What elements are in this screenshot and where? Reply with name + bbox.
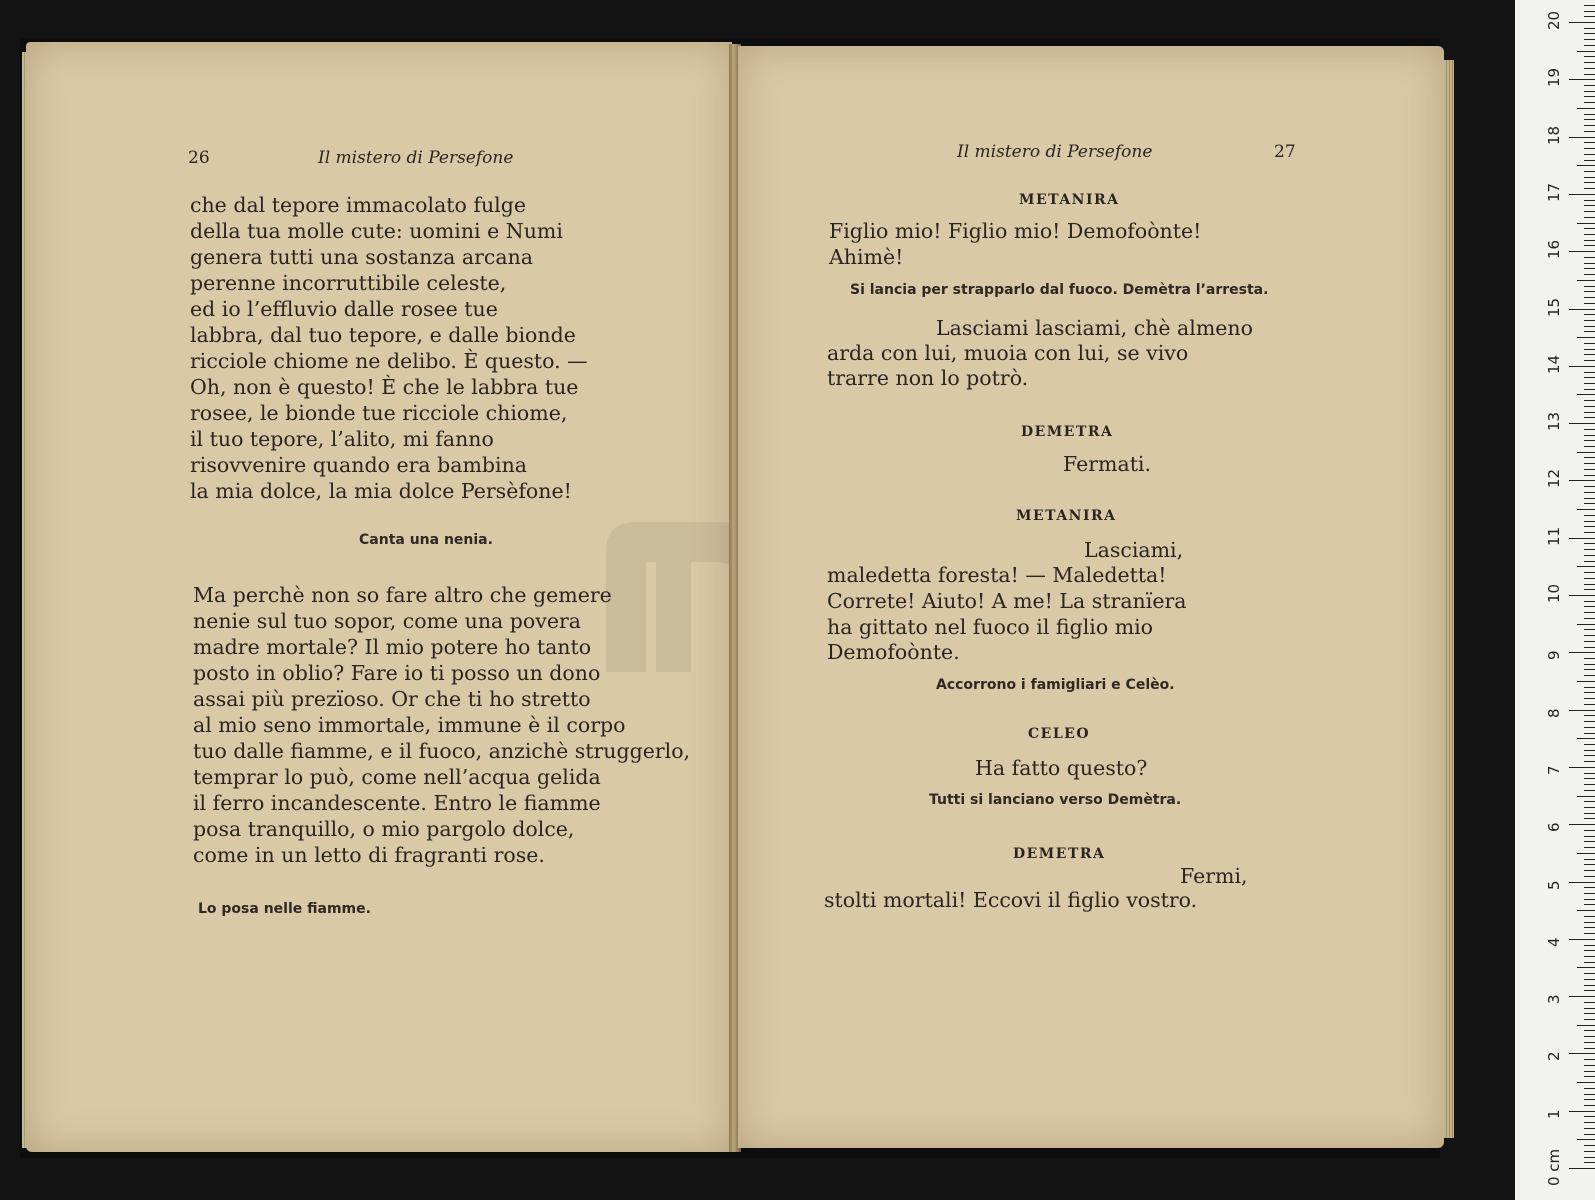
ruler-tick: [1584, 240, 1595, 241]
ruler-tick: [1584, 131, 1595, 132]
verse-line: Ahimè!: [829, 245, 904, 269]
ruler-tick: [1584, 1122, 1595, 1123]
ruler-tick: [1584, 1030, 1595, 1031]
speaker-demetra-1: DEMETRA: [1021, 424, 1114, 440]
ruler-tick: [1584, 1065, 1595, 1066]
ruler-tick: [1577, 223, 1595, 224]
ruler-tick: [1569, 423, 1595, 424]
ruler-tick: [1584, 945, 1595, 946]
ruler-tick: [1584, 904, 1595, 905]
ruler-tick: [1584, 635, 1595, 636]
verse-line: la mia dolce, la mia dolce Persèfone!: [190, 479, 572, 503]
ruler-tick: [1584, 205, 1595, 206]
ruler-tick: [1569, 1168, 1595, 1169]
ruler-tick: [1584, 555, 1595, 556]
ruler-tick: [1584, 1134, 1595, 1135]
ruler-tick: [1584, 836, 1595, 837]
ruler-tick: [1584, 389, 1595, 390]
ruler-tick: [1584, 412, 1595, 413]
ruler-tick: [1584, 543, 1595, 544]
ruler-tick: [1569, 538, 1595, 539]
ruler-tick: [1584, 469, 1595, 470]
verse-line: assai più prezïoso. Or che ti ho stretto: [193, 687, 591, 711]
ruler-tick: [1584, 377, 1595, 378]
ruler-tick: [1584, 807, 1595, 808]
ruler-tick: [1569, 767, 1595, 768]
ruler-tick: [1584, 601, 1595, 602]
verse-line: ed io l’effluvio dalle rosee tue: [190, 297, 498, 321]
ruler-tick: [1584, 618, 1595, 619]
ruler-tick: [1584, 383, 1595, 384]
verse-line: ricciole chiome ne delibo. È questo. —: [190, 349, 588, 373]
ruler-tick: [1569, 194, 1595, 195]
ruler-tick: [1584, 572, 1595, 573]
ruler-tick: [1577, 51, 1595, 52]
verse-line: temprar lo può, come nell’acqua gelida: [193, 765, 601, 789]
ruler-tick: [1584, 503, 1595, 504]
ruler-tick: [1584, 841, 1595, 842]
right-page-number: 27: [1274, 142, 1296, 162]
left-verse-block-1: [190, 192, 588, 504]
ruler-tick: [1584, 188, 1595, 189]
ruler-label: 18: [1545, 125, 1563, 145]
verse-line: arda con lui, muoia con lui, se vivo: [827, 341, 1189, 365]
ruler-tick: [1577, 681, 1595, 682]
speaker-metanira-2: METANIRA: [1016, 508, 1117, 524]
ruler-tick: [1584, 956, 1595, 957]
ruler-label: 2: [1545, 1051, 1563, 1062]
ruler-tick: [1584, 177, 1595, 178]
ruler-tick: [1584, 343, 1595, 344]
ruler-tick: [1584, 171, 1595, 172]
ruler-tick: [1584, 1036, 1595, 1037]
verse-line: Ha fatto questo?: [975, 756, 1148, 780]
ruler-tick: [1577, 452, 1595, 453]
ruler-tick: [1584, 962, 1595, 963]
verse-line: Demofoònte.: [827, 640, 960, 664]
ruler-tick: [1584, 755, 1595, 756]
ruler-tick: [1577, 1139, 1595, 1140]
ruler-label: 5: [1545, 879, 1563, 890]
ruler-tick: [1584, 1019, 1595, 1020]
speaker-celeo: CELEO: [1028, 726, 1091, 742]
ruler-tick: [1584, 933, 1595, 934]
ruler-tick: [1584, 664, 1595, 665]
ruler-tick: [1584, 211, 1595, 212]
verse-line: come in un letto di fragranti rose.: [193, 843, 545, 867]
ruler-tick: [1584, 291, 1595, 292]
ruler-tick: [1584, 234, 1595, 235]
ruler-tick: [1584, 778, 1595, 779]
stage-direction: Accorrono i famigliari e Celèo.: [936, 677, 1175, 693]
ruler-tick: [1577, 1082, 1595, 1083]
verse-line: Oh, non è questo! È che le labbra tue: [190, 375, 579, 399]
ruler-tick: [1569, 1053, 1595, 1054]
ruler-tick: [1584, 990, 1595, 991]
ruler-label: 17: [1545, 182, 1563, 202]
ruler-unit-label: 0 cm: [1545, 1148, 1563, 1186]
verse-line: posto in oblio? Fare io ti posso un dono: [193, 661, 601, 685]
ruler-tick: [1584, 417, 1595, 418]
ruler-tick: [1584, 1008, 1595, 1009]
ruler-tick: [1584, 784, 1595, 785]
ruler-tick: [1584, 91, 1595, 92]
ruler-tick: [1584, 154, 1595, 155]
ruler-tick: [1584, 200, 1595, 201]
ruler-tick: [1584, 950, 1595, 951]
ruler-tick: [1584, 475, 1595, 476]
ruler-tick: [1584, 1105, 1595, 1106]
ruler-tick: [1584, 773, 1595, 774]
ruler-tick: [1584, 125, 1595, 126]
ruler-tick: [1584, 160, 1595, 161]
left-page: [26, 42, 732, 1152]
ruler-label: 8: [1545, 708, 1563, 718]
ruler-tick: [1577, 1025, 1595, 1026]
verse-line: genera tutti una sostanza arcana: [190, 245, 533, 269]
ruler-tick: [1584, 744, 1595, 745]
verse-line: stolti mortali! Eccovi il figlio vostro.: [824, 888, 1198, 912]
ruler-tick: [1584, 1002, 1595, 1003]
ruler-tick: [1584, 303, 1595, 304]
left-stage-direction-2: Lo posa nelle fiamme.: [198, 901, 371, 917]
ruler-tick: [1584, 979, 1595, 980]
ruler-tick: [1584, 1128, 1595, 1129]
ruler-tick: [1584, 733, 1595, 734]
ruler-tick: [1584, 16, 1595, 17]
verse-line: labbra, dal tuo tepore, e dalle bionde: [190, 323, 576, 347]
ruler-tick: [1569, 882, 1595, 883]
ruler-tick: [1584, 750, 1595, 751]
verse-line: il tuo tepore, l’alito, mi fanno: [190, 427, 494, 451]
ruler-tick: [1584, 761, 1595, 762]
verse-line: il ferro incandescente. Entro le fiamme: [193, 791, 601, 815]
ruler-tick: [1577, 853, 1595, 854]
ruler-tick: [1584, 297, 1595, 298]
ruler-tick: [1577, 509, 1595, 510]
ruler-label: 20: [1545, 10, 1563, 30]
ruler-tick: [1584, 68, 1595, 69]
ruler-tick: [1577, 108, 1595, 109]
ruler-tick: [1584, 1145, 1595, 1146]
ruler-tick: [1584, 532, 1595, 533]
ruler-tick: [1584, 973, 1595, 974]
ruler-tick: [1584, 96, 1595, 97]
ruler-tick: [1584, 922, 1595, 923]
ruler-tick: [1584, 641, 1595, 642]
verse-line: risovvenire quando era bambina: [190, 453, 528, 477]
ruler-tick: [1584, 440, 1595, 441]
verse-line: Lasciami,: [1084, 538, 1184, 562]
ruler-tick: [1584, 675, 1595, 676]
ruler-tick: [1584, 876, 1595, 877]
ruler-label: 19: [1545, 68, 1563, 88]
ruler-label: 1: [1545, 1109, 1563, 1119]
ruler-tick: [1584, 457, 1595, 458]
ruler-tick: [1584, 669, 1595, 670]
ruler-tick: [1569, 251, 1595, 252]
ruler-tick: [1584, 813, 1595, 814]
ruler-tick: [1584, 486, 1595, 487]
ruler-tick: [1584, 715, 1595, 716]
ruler-tick: [1584, 561, 1595, 562]
ruler-tick: [1584, 326, 1595, 327]
ruler-tick: [1584, 274, 1595, 275]
ruler-label: 11: [1545, 526, 1563, 546]
ruler-tick: [1584, 11, 1595, 12]
ruler-tick: [1584, 28, 1595, 29]
ruler-tick: [1584, 899, 1595, 900]
ruler-tick: [1584, 320, 1595, 321]
verse-line: madre mortale? Il mio potere ho tanto: [193, 635, 592, 659]
ruler-tick: [1584, 1094, 1595, 1095]
ruler-tick: [1584, 1088, 1595, 1089]
ruler-tick: [1584, 521, 1595, 522]
verse-line: perenne incorruttibile celeste,: [190, 271, 507, 295]
ruler-tick: [1584, 400, 1595, 401]
ruler-tick: [1584, 1116, 1595, 1117]
ruler-tick: [1577, 165, 1595, 166]
ruler-tick: [1577, 394, 1595, 395]
ruler-label: 12: [1545, 469, 1563, 489]
verse-line: che dal tepore immacolato fulge: [190, 193, 526, 217]
ruler-tick: [1569, 1111, 1595, 1112]
verse-line: Ma perchè non so fare altro che gemere: [193, 583, 612, 607]
ruler-tick: [1584, 33, 1595, 34]
verse-line: tuo dalle fiamme, e il fuoco, anzichè struggerlo,: [193, 739, 691, 763]
ruler-tick: [1584, 228, 1595, 229]
verse-line: nenie sul tuo sopor, come una povera: [193, 609, 581, 633]
ruler-tick: [1584, 698, 1595, 699]
ruler-tick: [1584, 887, 1595, 888]
ruler-tick: [1584, 119, 1595, 120]
left-page-number: 26: [188, 148, 210, 168]
verse-line: Figlio mio! Figlio mio! Demofoònte!: [829, 219, 1202, 243]
ruler-tick: [1584, 790, 1595, 791]
ruler-label: 3: [1545, 994, 1563, 1005]
verse-line: Correte! Aiuto! A me! La stranïera: [827, 589, 1187, 613]
ruler-tick: [1584, 85, 1595, 86]
ruler-tick: [1584, 148, 1595, 149]
ruler-tick: [1584, 429, 1595, 430]
ruler-tick: [1584, 727, 1595, 728]
ruler-tick: [1584, 1048, 1595, 1049]
verse-line: Fermi,: [1180, 864, 1248, 888]
ruler-tick: [1584, 1099, 1595, 1100]
ruler-tick: [1569, 480, 1595, 481]
ruler-tick: [1584, 1151, 1595, 1152]
ruler-tick: [1577, 624, 1595, 625]
ruler-tick: [1569, 996, 1595, 997]
ruler-tick: [1584, 372, 1595, 373]
ruler-tick: [1584, 74, 1595, 75]
ruler-tick: [1584, 360, 1595, 361]
ruler-tick: [1584, 606, 1595, 607]
ruler-tick: [1584, 102, 1595, 103]
ruler-tick: [1584, 985, 1595, 986]
ruler-tick: [1584, 578, 1595, 579]
ruler-tick: [1584, 847, 1595, 848]
verse-line: Fermati.: [1063, 452, 1152, 476]
ruler-tick: [1584, 331, 1595, 332]
ruler-label: 9: [1545, 650, 1563, 661]
ruler-tick: [1584, 463, 1595, 464]
ruler-tick: [1584, 354, 1595, 355]
ruler-tick: [1584, 692, 1595, 693]
ruler-tick: [1584, 314, 1595, 315]
ruler-tick: [1584, 217, 1595, 218]
verse-line: rosee, le bionde tue ricciole chiome,: [190, 401, 568, 425]
ruler-tick: [1584, 870, 1595, 871]
ruler-tick: [1569, 137, 1595, 138]
ruler-tick: [1584, 142, 1595, 143]
ruler-tick: [1584, 589, 1595, 590]
ruler-tick: [1584, 629, 1595, 630]
ruler-tick: [1584, 515, 1595, 516]
ruler-tick: [1584, 647, 1595, 648]
ruler-label: 13: [1545, 412, 1563, 432]
ruler-label: 16: [1545, 240, 1563, 260]
speaker-demetra-2: DEMETRA: [1013, 846, 1106, 862]
ruler-tick: [1577, 910, 1595, 911]
ruler-tick: [1584, 114, 1595, 115]
ruler-tick: [1584, 893, 1595, 894]
stage-direction: Tutti si lanciano verso Demètra.: [929, 792, 1182, 808]
ruler-tick: [1569, 22, 1595, 23]
verse-line: posa tranquillo, o mio pargolo dolce,: [193, 817, 575, 841]
ruler-tick: [1584, 658, 1595, 659]
ruler-label: 10: [1545, 583, 1563, 603]
verse-line: al mio seno immortale, immune è il corpo: [193, 713, 626, 737]
ruler-tick: [1584, 245, 1595, 246]
ruler-tick: [1584, 526, 1595, 527]
ruler-label: 15: [1545, 297, 1563, 317]
ruler-tick: [1584, 1162, 1595, 1163]
ruler-tick: [1584, 498, 1595, 499]
ruler-tick: [1569, 652, 1595, 653]
ruler-tick: [1584, 864, 1595, 865]
ruler-tick: [1584, 1157, 1595, 1158]
ruler-tick: [1577, 566, 1595, 567]
ruler-tick: [1584, 45, 1595, 46]
ruler-tick: [1584, 927, 1595, 928]
stage-direction: Si lancia per strapparlo dal fuoco. Demètra l’arresta.: [850, 282, 1269, 298]
ruler-tick: [1584, 549, 1595, 550]
ruler-label: 6: [1545, 822, 1563, 833]
ruler-tick: [1584, 704, 1595, 705]
ruler-tick: [1584, 1076, 1595, 1077]
ruler-tick: [1584, 1071, 1595, 1072]
ruler-tick: [1584, 830, 1595, 831]
ruler-tick: [1569, 939, 1595, 940]
ruler-tick: [1569, 710, 1595, 711]
ruler-tick: [1577, 738, 1595, 739]
speaker-metanira-1: METANIRA: [1019, 192, 1120, 208]
ruler-tick: [1584, 801, 1595, 802]
ruler-tick: [1584, 859, 1595, 860]
ruler-tick: [1584, 818, 1595, 819]
ruler-tick: [1584, 268, 1595, 269]
ruler-tick: [1584, 5, 1595, 6]
ruler-tick: [1584, 435, 1595, 436]
verse-line: della tua molle cute: uomini e Numi: [190, 219, 563, 243]
ruler-tick: [1584, 1059, 1595, 1060]
verse-line: maledetta foresta! — Maledetta!: [827, 563, 1167, 587]
ruler-tick: [1569, 595, 1595, 596]
ruler-tick: [1584, 286, 1595, 287]
ruler-label: 7: [1545, 765, 1563, 775]
right-running-title: Il mistero di Persefone: [957, 142, 1153, 162]
verse-line: Lasciami lasciami, chè almeno: [936, 316, 1253, 340]
ruler-tick: [1584, 56, 1595, 57]
ruler-tick: [1584, 1013, 1595, 1014]
ruler-tick: [1584, 39, 1595, 40]
ruler-tick: [1577, 280, 1595, 281]
ruler-tick: [1584, 257, 1595, 258]
ruler-tick: [1569, 824, 1595, 825]
ruler-tick: [1584, 687, 1595, 688]
ruler-tick: [1577, 337, 1595, 338]
ruler-tick: [1569, 366, 1595, 367]
verse-line: ha gittato nel fuoco il figlio mio: [827, 615, 1154, 639]
ruler-tick: [1577, 796, 1595, 797]
ruler-tick: [1584, 406, 1595, 407]
ruler-tick: [1584, 1042, 1595, 1043]
ruler-tick: [1584, 612, 1595, 613]
ruler-tick: [1584, 584, 1595, 585]
ruler-label: 14: [1545, 354, 1563, 374]
ruler-tick: [1584, 721, 1595, 722]
ruler-tick: [1569, 79, 1595, 80]
ruler-label: 4: [1545, 937, 1563, 947]
ruler-tick: [1584, 349, 1595, 350]
left-running-title: Il mistero di Persefone: [318, 148, 514, 168]
verse-line: trarre non lo potrò.: [827, 366, 1029, 390]
ruler-tick: [1584, 492, 1595, 493]
right-page: [738, 46, 1444, 1148]
ruler-tick: [1584, 446, 1595, 447]
ruler-tick: [1569, 309, 1595, 310]
ruler-tick: [1584, 62, 1595, 63]
ruler-tick: [1577, 967, 1595, 968]
ruler-tick: [1584, 182, 1595, 183]
measurement-ruler: [1515, 0, 1595, 1200]
ruler-tick: [1584, 916, 1595, 917]
ruler-tick: [1584, 263, 1595, 264]
left-stage-direction-1: Canta una nenia.: [359, 532, 493, 548]
